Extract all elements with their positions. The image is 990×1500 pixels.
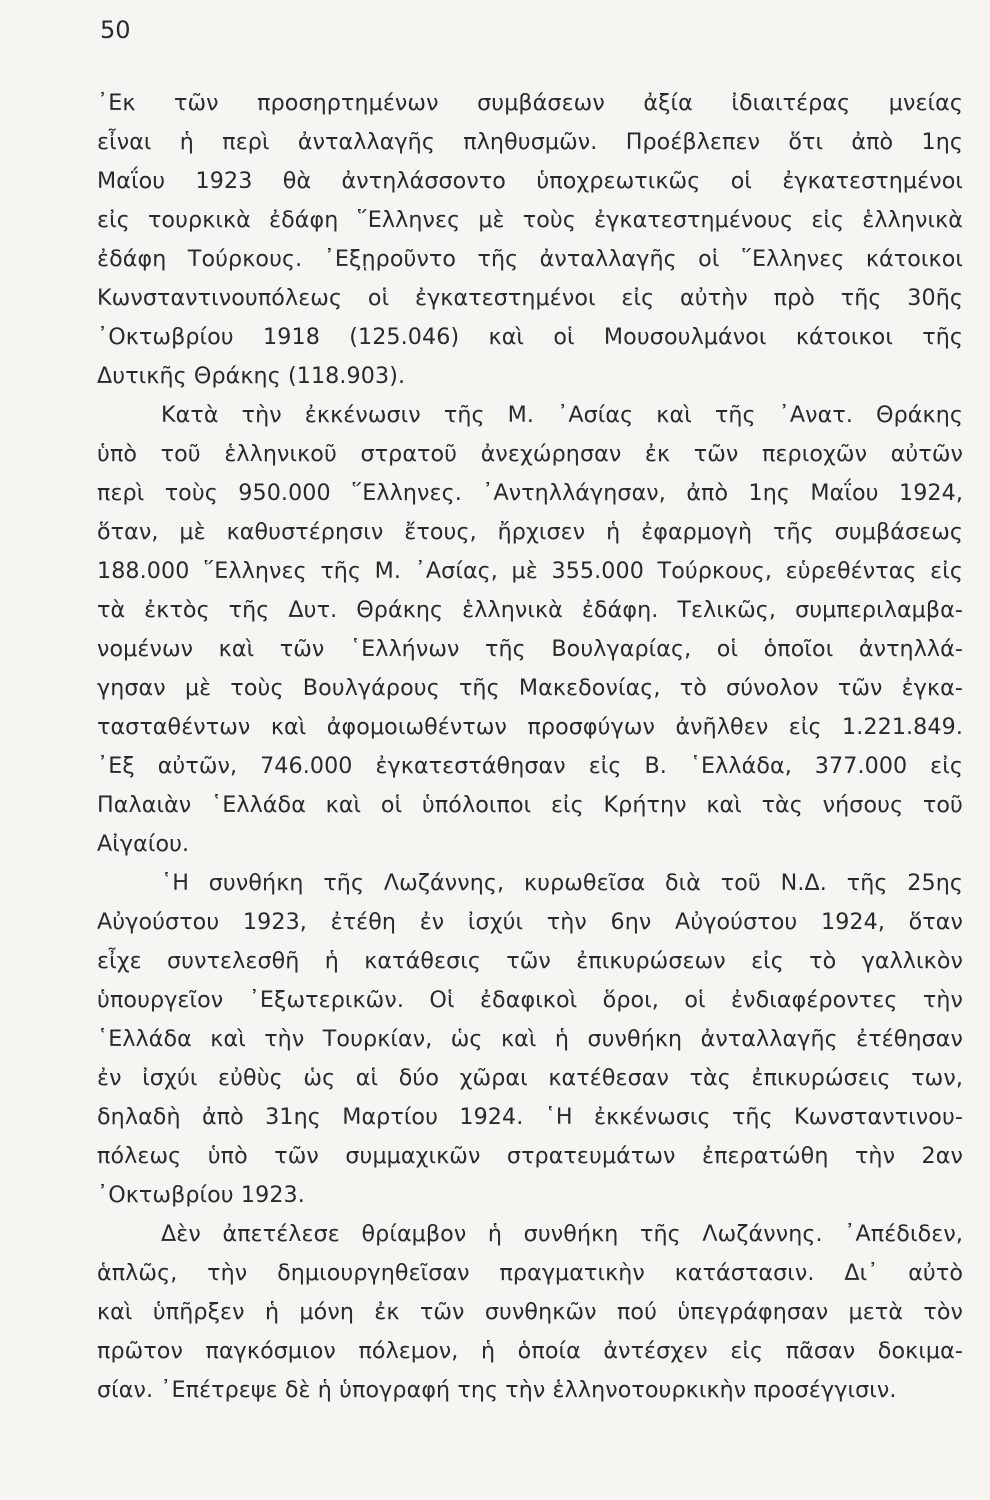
text-line: εἶναι ἡ περὶ ἀνταλλαγῆς πληθυσμῶν. Προέβλεπεν ὅτι ἀπὸ 1ης	[97, 129, 963, 155]
text-line: ᾿Οκτωβρίου 1923.	[97, 1182, 305, 1208]
text-line: Αἰγαίου.	[97, 831, 190, 857]
text-line: ἁπλῶς, τὴν δημιουργηθεῖσαν πραγματικὴν κατάστασιν. Δι᾿ αὐτὸ	[97, 1260, 963, 1286]
text-line: ᾿Εκ τῶν προσηρτημένων συμβάσεων ἀξία ἰδιαιτέρας μνείας	[97, 90, 963, 116]
text-line: γησαν μὲ τοὺς Βουλγάρους τῆς Μακεδονίας, τὸ σύνολον τῶν ἐγκα-	[97, 675, 963, 701]
text-line: ὑπουργεῖον ᾿Εξωτερικῶν. Οἱ ἐδαφικοὶ ὅροι, οἱ ἐνδιαφέροντες τὴν	[97, 987, 963, 1013]
text-line: Παλαιὰν ῾Ελλάδα καὶ οἱ ὑπόλοιποι εἰς Κρήτην καὶ τὰς νήσους τοῦ	[97, 792, 963, 818]
text-line: σίαν. ᾿Επέτρεψε δὲ ἡ ὑπογραφή της τὴν ἑλληνοτουρκικὴν προσέγγισιν.	[97, 1377, 897, 1403]
text-line: καὶ ὑπῆρξεν ἡ μόνη ἐκ τῶν συνθηκῶν πού ὑπεγράφησαν μετὰ τὸν	[97, 1299, 963, 1325]
text-line: ᾿Εξ αὐτῶν, 746.000 ἐγκατεστάθησαν εἰς Β. ῾Ελλάδα, 377.000 εἰς	[97, 753, 963, 779]
text-line: Κατὰ τὴν ἐκκένωσιν τῆς Μ. ᾿Ασίας καὶ τῆς ᾿Ανατ. Θράκης	[161, 402, 963, 428]
text-line: εἰς τουρκικὰ ἐδάφη ῞Ελληνες μὲ τοὺς ἐγκατεστημένους εἰς ἑλληνικὰ	[97, 207, 963, 233]
text-line: 188.000 ῞Ελληνες τῆς Μ. ᾿Ασίας, μὲ 355.000 Τούρκους, εὑρεθέντας εἰς	[97, 558, 963, 584]
text-line: ὑπὸ τοῦ ἑλληνικοῦ στρατοῦ ἀνεχώρησαν ἐκ τῶν περιοχῶν αὐτῶν	[97, 441, 963, 467]
text-line: εἶχε συντελεσθῆ ἡ κατάθεσις τῶν ἐπικυρώσεων εἰς τὸ γαλλικὸν	[97, 948, 963, 974]
text-line: τὰ ἐκτὸς τῆς Δυτ. Θράκης ἑλληνικὰ ἐδάφη. Τελικῶς, συμπεριλαμβα-	[97, 597, 963, 623]
text-line: Δυτικῆς Θράκης (118.903).	[97, 363, 406, 389]
text-line: Αὐγούστου 1923, ἐτέθη ἐν ἰσχύι τὴν 6ην Αὐγούστου 1924, ὅταν	[97, 909, 963, 935]
text-line: περὶ τοὺς 950.000 ῞Ελληνες. ᾿Αντηλλάγησαν, ἀπὸ 1ης Μαΐου 1924,	[97, 480, 963, 506]
text-line: Δὲν ἀπετέλεσε θρίαμβον ἡ συνθήκη τῆς Λωζάννης. ᾿Απέδιδεν,	[161, 1221, 963, 1247]
body-text	[97, 84, 963, 1410]
text-line: πρῶτον παγκόσμιον πόλεμον, ἡ ὁποία ἀντέσχεν εἰς πᾶσαν δοκιμα-	[97, 1338, 963, 1364]
text-line: ῾Η συνθήκη τῆς Λωζάννης, κυρωθεῖσα διὰ τοῦ Ν.Δ. τῆς 25ης	[161, 870, 963, 896]
text-line: Κωνσταντινουπόλεως οἱ ἐγκατεστημένοι εἰς αὐτὴν πρὸ τῆς 30ῆς	[97, 285, 963, 311]
page-number: 50	[100, 16, 131, 44]
text-line: ῾Ελλάδα καὶ τὴν Τουρκίαν, ὡς καὶ ἡ συνθήκη ἀνταλλαγῆς ἐτέθησαν	[97, 1026, 963, 1052]
text-line: δηλαδὴ ἀπὸ 31ης Μαρτίου 1924. ῾Η ἐκκένωσις τῆς Κωνσταντινου-	[97, 1104, 963, 1130]
text-line: ἐδάφη Τούρκους. ᾿Εξῃροῦντο τῆς ἀνταλλαγῆς οἱ ῞Ελληνες κάτοικοι	[97, 246, 963, 272]
text-line: ᾿Οκτωβρίου 1918 (125.046) καὶ οἱ Μουσουλμάνοι κάτοικοι τῆς	[97, 324, 963, 350]
text-line: ἐν ἰσχύι εὐθὺς ὡς αἱ δύο χῶραι κατέθεσαν τὰς ἐπικυρώσεις των,	[97, 1065, 963, 1091]
text-line: Μαΐου 1923 θὰ ἀντηλάσσοντο ὑποχρεωτικῶς οἱ ἐγκατεστημένοι	[97, 168, 963, 194]
text-line: τασταθέντων καὶ ἀφομοιωθέντων προσφύγων ἀνῆλθεν εἰς 1.221.849.	[97, 714, 963, 740]
text-line: νομένων καὶ τῶν ῾Ελλήνων τῆς Βουλγαρίας, οἱ ὁποῖοι ἀντηλλά-	[97, 636, 963, 662]
text-line: ὅταν, μὲ καθυστέρησιν ἔτους, ἤρχισεν ἡ ἐφαρμογὴ τῆς συμβάσεως	[97, 519, 963, 545]
text-line: πόλεως ὑπὸ τῶν συμμαχικῶν στρατευμάτων ἐπερατώθη τὴν 2αν	[97, 1143, 963, 1169]
